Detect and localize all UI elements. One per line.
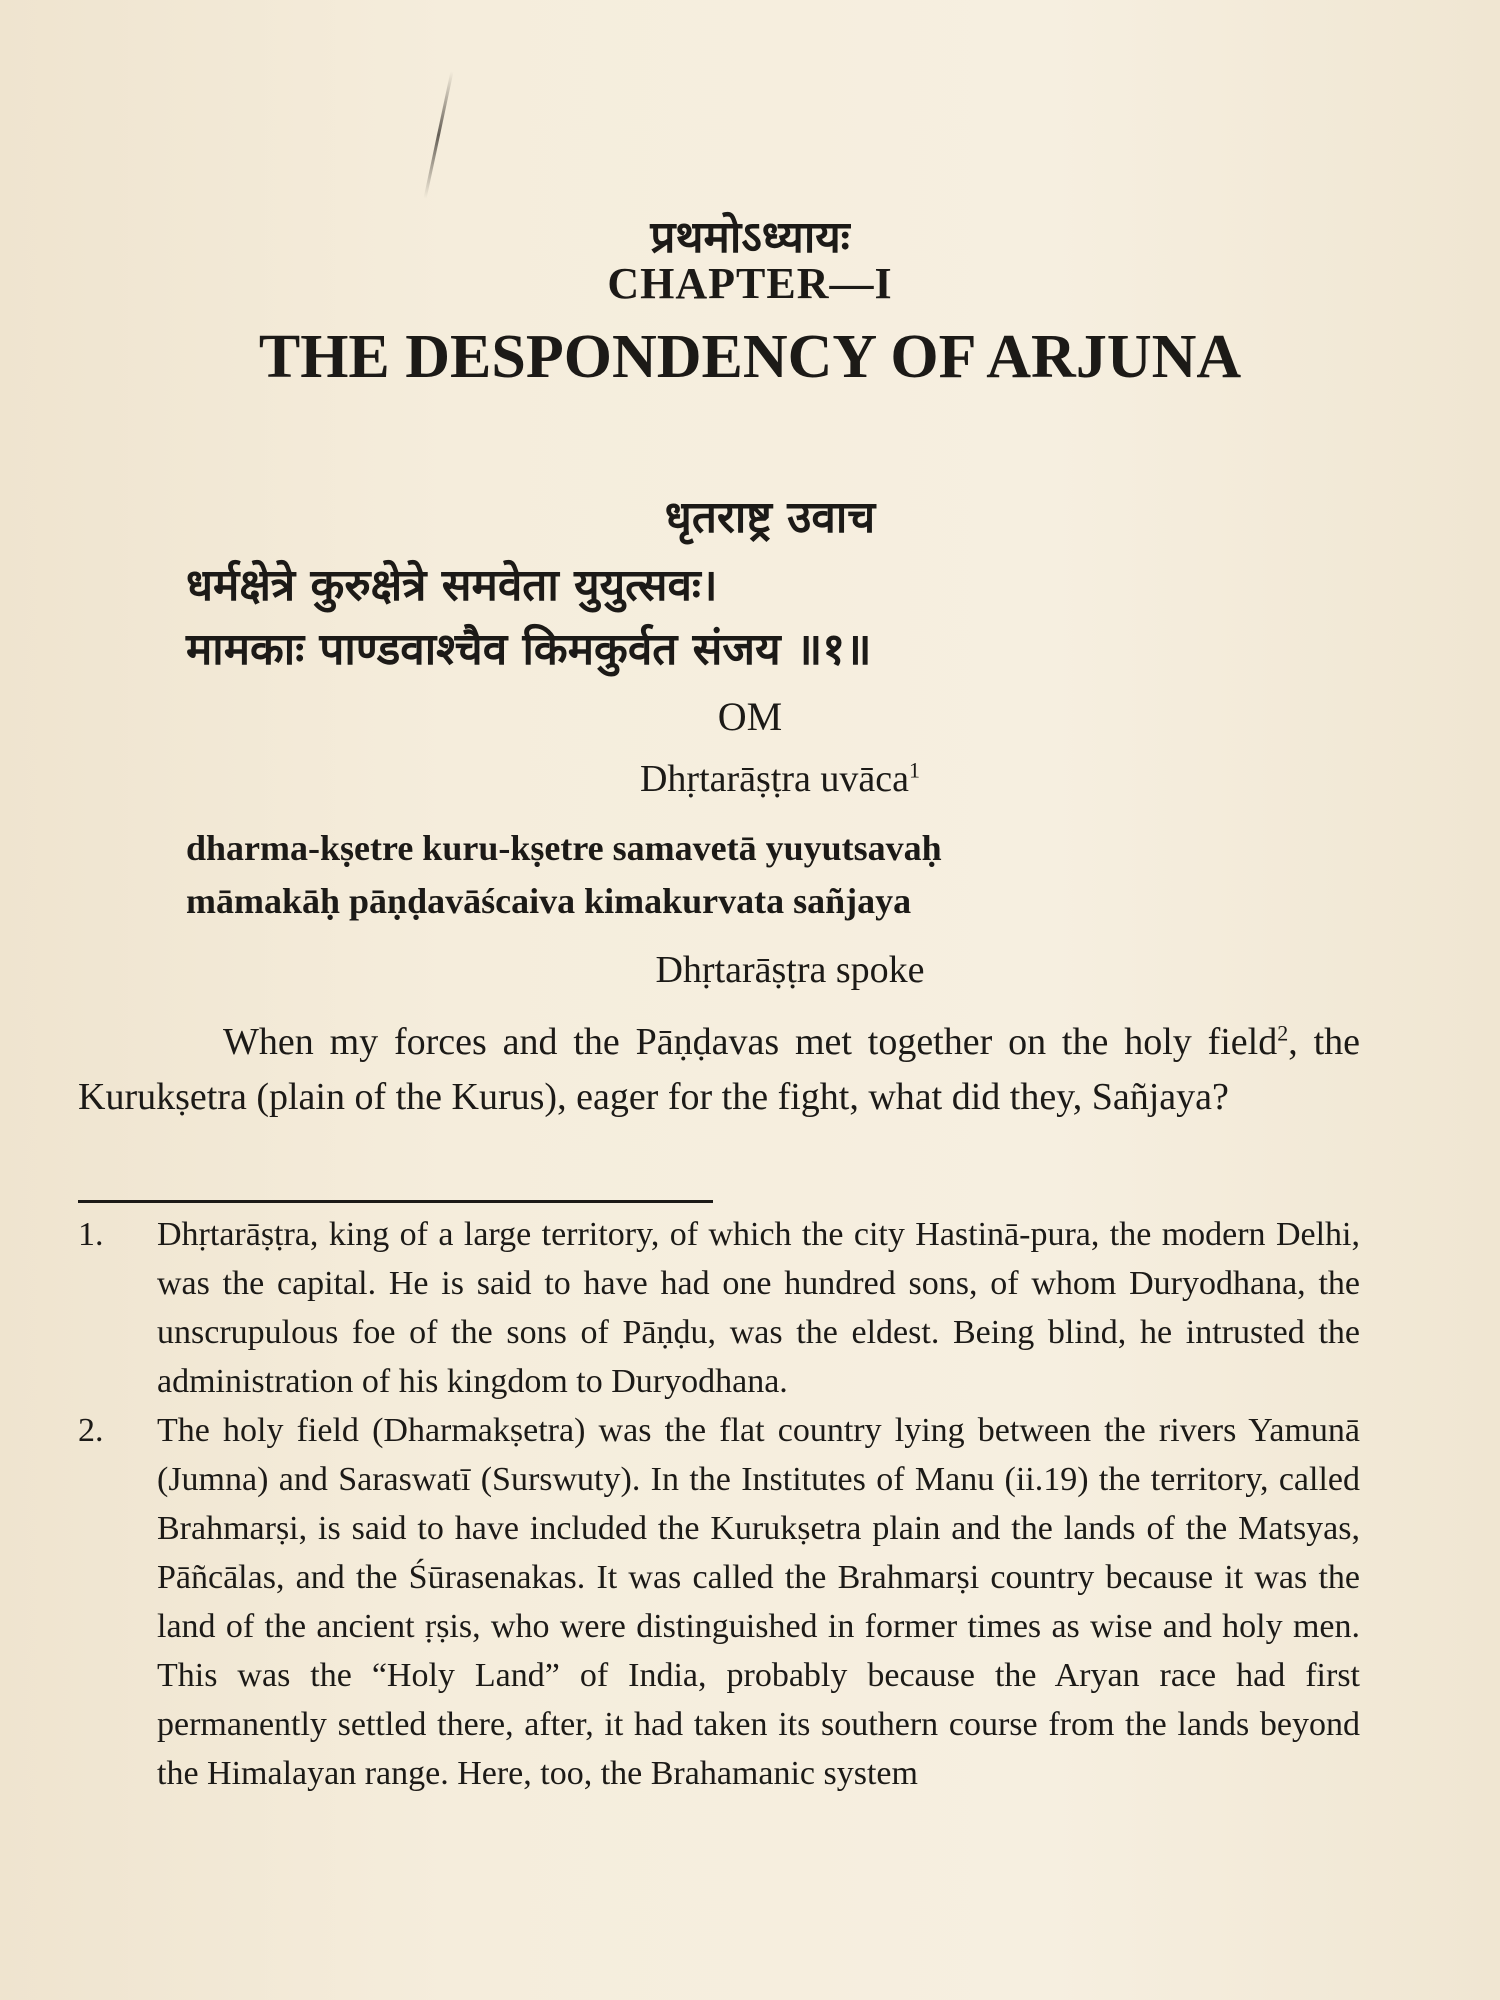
footnote-number: 1. <box>78 1216 104 1253</box>
verse-devanagari-line-1: धर्मक्षेत्रे कुरुक्षेत्रे समवेता युयुत्सवः। <box>186 560 718 611</box>
footnote-text: The holy field (Dharmakṣetra) was the flat country lying between the rivers Yamunā (Jumna) and Saraswatī (Surswuty). In the Institutes of Manu (ii.19) the territory, called Brahmarṣi, is said to have included the Kurukṣetra plain and the lands of the Matsyas, Pāñcālas, and the Śūrasenakas. It was called the Brahmarṣi country because it was the land of the ancient ṛṣis, who were distinguished in former times as wise and holy men. This was the “Holy Land” of India, probably because the Aryan race had first permanently settled there, after, it had taken its southern course from the lands beyond the Himalayan range. Here, too, the Brahamanic system <box>157 1412 1360 1792</box>
verse-transliteration-line-1: dharma-kṣetre kuru-kṣetre samavetā yuyutsavaḥ <box>186 828 942 868</box>
chapter-sanskrit-heading: प्रथमोऽध्यायः <box>650 212 850 263</box>
om-heading: OM <box>717 694 783 739</box>
verse-speaker-transliteration <box>0 757 1500 801</box>
footnote-text: Dhṛtarāṣṭra, king of a large territory, of which the city Hastinā-pura, the modern Delhi, was the capital. He is said to have had one hundred sons, of whom Duryodhana, the unscrupulous foe of the sons of Pāṇḍu, was the eldest. Being blind, he intrusted the administration of his kingdom to Duryodhana. <box>157 1216 1360 1400</box>
translation-part-1: When my forces and the Pāṇḍavas met together on the holy field <box>223 1021 1278 1063</box>
footnote-ref-2: 2 <box>1277 1020 1289 1046</box>
footnote-1 <box>78 1210 1360 1406</box>
speaker-translit-text: Dhṛtarāṣṭra uvāca <box>639 758 909 800</box>
footnotes <box>78 1210 1360 1798</box>
pen-mark <box>424 71 454 199</box>
chapter-title: THE DESPONDENCY OF ARJUNA <box>258 323 1242 391</box>
footnote-2 <box>78 1406 1360 1798</box>
footnote-ref-1: 1 <box>909 757 920 783</box>
verse-transliteration-line-2: māmakāḥ pāṇḍavāścaiva kimakurvata sañjaya <box>186 881 912 921</box>
translation-text <box>78 1015 1360 1125</box>
footnote-number: 2. <box>78 1412 104 1449</box>
translation-part-2: , the Kurukṣetra (plain of the Kurus), eager for the fight, what did they, Sañjaya? <box>78 1021 1360 1118</box>
chapter-number: CHAPTER—I <box>607 259 893 308</box>
verse-speaker-devanagari: धृतराष्ट्र उवाच <box>664 492 876 543</box>
footnote-divider <box>78 1200 713 1203</box>
translation-speaker: Dhṛtarāṣṭra spoke <box>655 949 925 991</box>
translation-paragraph <box>78 1015 1360 1125</box>
verse-devanagari-line-2: मामकाः पाण्डवाश्चैव किमकुर्वत संजय ॥१॥ <box>186 624 872 675</box>
